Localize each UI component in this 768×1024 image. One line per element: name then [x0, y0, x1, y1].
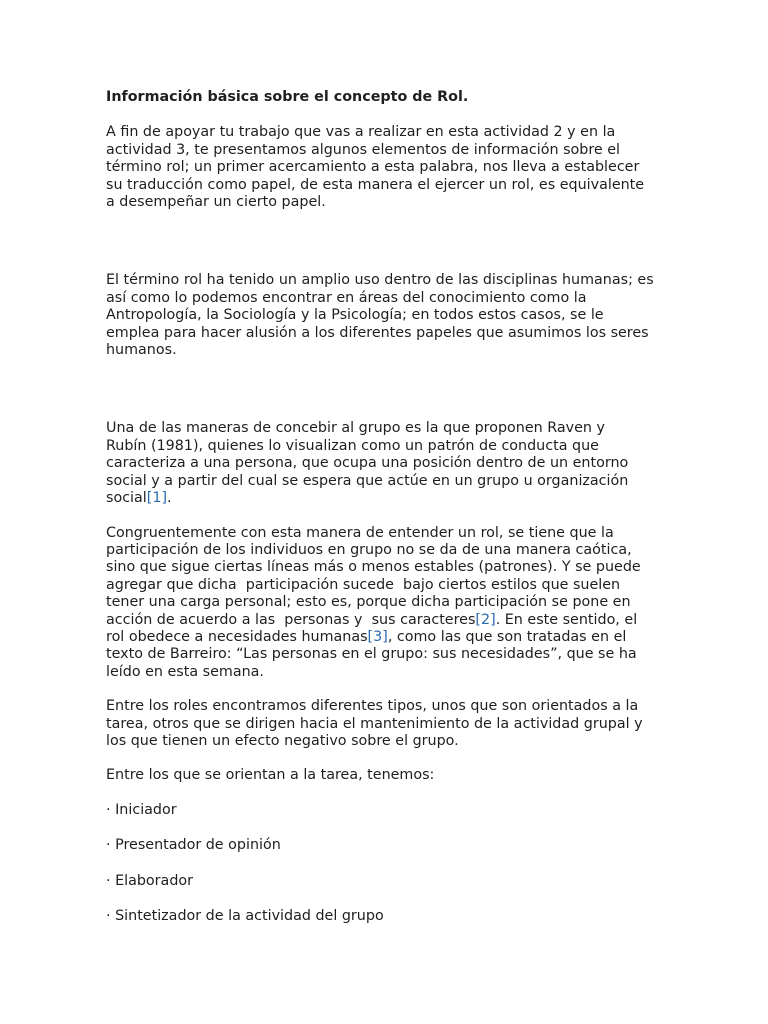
- paragraph-congruently: [106, 525, 666, 682]
- paragraph-intro: A fin de apoyar tu trabajo que vas a realizar en esta actividad 2 y en la actividad 3, te presentamos algunos elementos de información sobre el término rol; un primer acercamiento a esta palabra, nos lleva a establecer su traducción como papel, de esta manera el ejercer un rol, es equivalente a desempeñar un cierto papel.: [106, 124, 645, 211]
- list-item-opinion-giver: · Presentador de opinión: [106, 837, 281, 854]
- paragraph-text: .: [167, 490, 172, 507]
- paragraph-role-types: Entre los roles encontramos diferentes tipos, unos que son orientados a la tarea, otros que se dirigen hacia el mantenimiento de la actividad grupal y los que tienen un efecto negativo sobre el grupo.: [106, 698, 643, 749]
- footnote-link-1[interactable]: [1]: [146, 490, 168, 507]
- paragraph-text: Una de las maneras de concebir al grupo es la que proponen Raven y Rubín (1981), quienes lo visualizan como un patrón de conducta que caracteriza a una persona, que ocupa una posición dentro de un entorno social y a partir del cual se espera que actúe en un grupo u organización social: [106, 420, 629, 507]
- paragraph-text: . En este sentido, el rol obedece a necesidades humanas: [106, 611, 638, 645]
- paragraph-term-usage: El término rol ha tenido un amplio uso dentro de las disciplinas humanas; es así como lo podemos encontrar en áreas del conocimiento como la Antropología, la Sociología y la Psicología; en todos estos casos, se le emplea para hacer alusión a los diferentes papeles que asumimos los seres humanos.: [106, 272, 654, 359]
- footnote-link-2[interactable]: [2]: [475, 611, 496, 628]
- paragraph-raven-rubin: [106, 420, 666, 507]
- list-item-elaborator: · Elaborador: [106, 872, 194, 889]
- footnote-link-3[interactable]: [3]: [367, 628, 388, 645]
- paragraph-text: Congruentemente con esta manera de entender un rol, se tiene que la participación de los individuos en grupo no se da de una manera caótica, sino que sigue ciertas líneas más o menos estables (patrones). Y se puede agregar que dicha participación sucede bajo ciertos estilos que suelen tener una carga personal; esto es, porque dicha participación se pone en acción de acuerdo a las personas y sus caracteres: [106, 524, 641, 628]
- paragraph-task-roles-intro: Entre los que se orientan a la tarea, tenemos:: [106, 767, 435, 784]
- paragraph-text: , como las que son tratadas en el texto de Barreiro: “Las personas en el grupo: sus necesidades”, que se ha leído en esta semana.: [106, 628, 637, 680]
- list-item-initiator: · Iniciador: [106, 801, 177, 818]
- list-item-synthesizer: · Sintetizador de la actividad del grupo: [106, 908, 384, 924]
- document-body: [106, 89, 666, 943]
- document-title: Información básica sobre el concepto de Rol.: [106, 89, 469, 105]
